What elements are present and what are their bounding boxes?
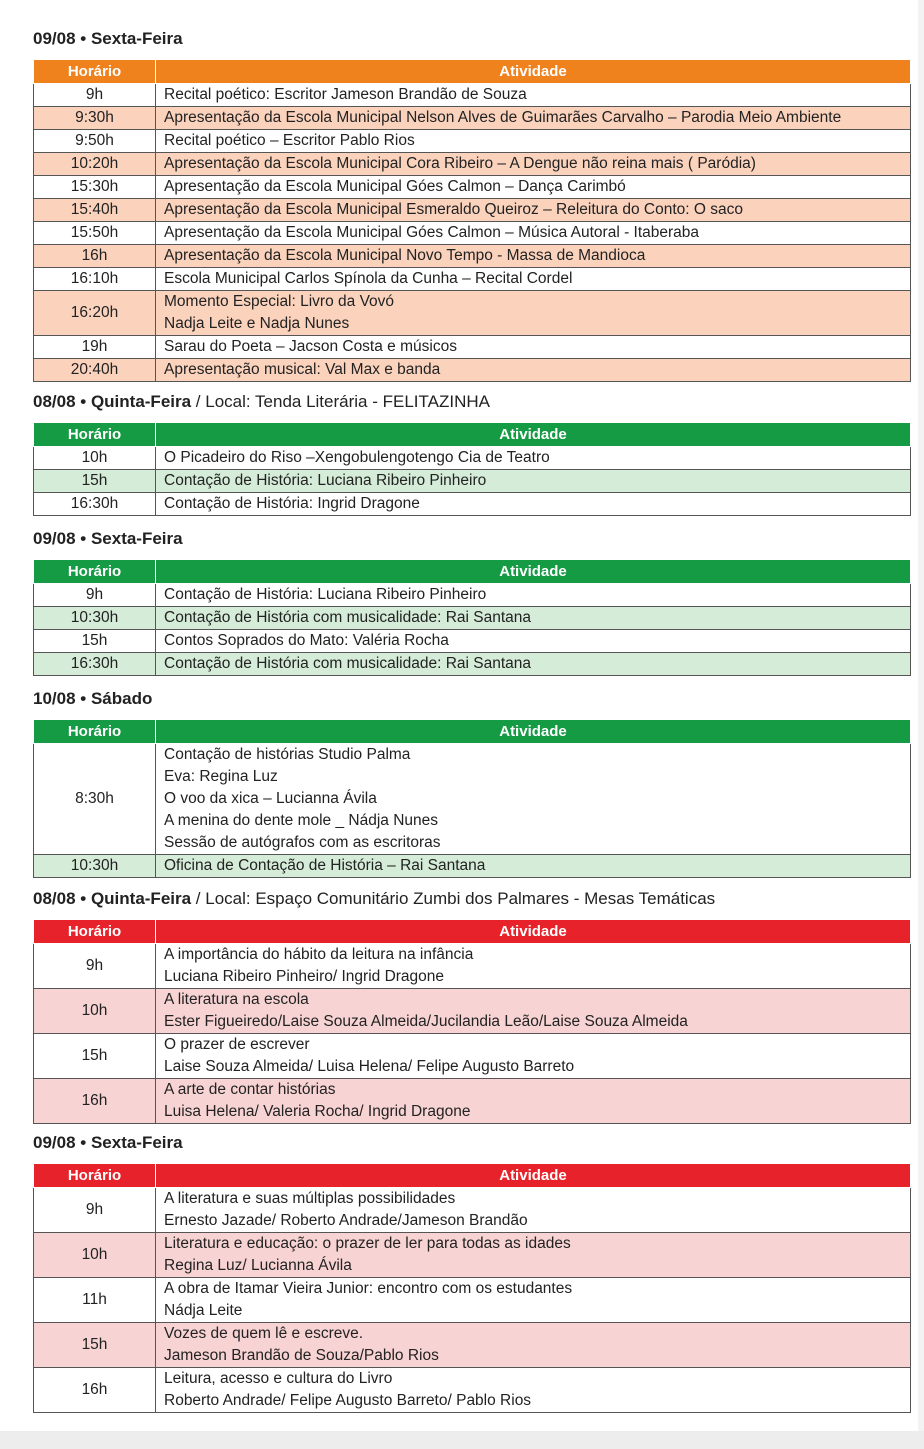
- activity-cell: [156, 153, 911, 176]
- activity-column-header: Atividade: [156, 423, 911, 447]
- table-row: [34, 153, 911, 176]
- time-cell: 15:50h: [34, 222, 156, 245]
- activity-line: Luciana Ribeiro Pinheiro/ Ingrid Dragone: [164, 968, 445, 985]
- table-row: [34, 268, 911, 291]
- activity-line: O voo da xica – Lucianna Ávila: [164, 790, 377, 807]
- activity-column-header: Atividade: [156, 920, 911, 944]
- activity-line: Regina Luz/ Lucianna Ávila: [164, 1257, 352, 1274]
- activity-line: Apresentação da Escola Municipal Góes Calmon – Dança Carimbó: [164, 178, 626, 195]
- schedule-table: [33, 59, 911, 382]
- section-title: [33, 391, 911, 413]
- time-cell: 9h: [34, 944, 156, 989]
- activity-line: A literatura na escola: [164, 991, 309, 1008]
- time-cell: 9h: [34, 84, 156, 107]
- activity-line: A importância do hábito da leitura na infância: [164, 946, 474, 963]
- time-column-header: Horário: [34, 560, 156, 584]
- activity-line: Roberto Andrade/ Felipe Augusto Barreto/ Pablo Rios: [164, 1392, 532, 1409]
- section-location: Tenda Literária - FELITAZINHA: [255, 392, 490, 411]
- table-row: [34, 1233, 911, 1278]
- activity-cell: [156, 989, 911, 1034]
- time-cell: 15h: [34, 630, 156, 653]
- time-cell: 9h: [34, 1188, 156, 1233]
- table-row: [34, 130, 911, 153]
- table-row: [34, 336, 911, 359]
- section-location: Espaço Comunitário Zumbi dos Palmares - Mesas Temáticas: [255, 889, 716, 908]
- table-row: [34, 1034, 911, 1079]
- activity-cell: [156, 268, 911, 291]
- time-cell: 8:30h: [34, 744, 156, 855]
- activity-line: A menina do dente mole _ Nádja Nunes: [164, 812, 439, 829]
- table-row: [34, 944, 911, 989]
- time-cell: 15h: [34, 1323, 156, 1368]
- section-location-label: / Local:: [191, 392, 256, 411]
- time-cell: 20:40h: [34, 359, 156, 382]
- table-row: [34, 470, 911, 493]
- activity-line: Jameson Brandão de Souza/Pablo Rios: [164, 1347, 439, 1364]
- schedule-table: [33, 1163, 911, 1413]
- table-row: [34, 989, 911, 1034]
- activity-line: Oficina de Contação de História – Rai Santana: [164, 857, 486, 874]
- activity-line: Vozes de quem lê e escreve.: [164, 1325, 364, 1342]
- activity-line: Contação de História com musicalidade: Rai Santana: [164, 609, 532, 626]
- activity-cell: [156, 130, 911, 153]
- section-0: [33, 28, 911, 382]
- activity-line: Luisa Helena/ Valeria Rocha/ Ingrid Dragone: [164, 1103, 471, 1120]
- time-cell: 9h: [34, 584, 156, 607]
- activity-line: Literatura e educação: o prazer de ler para todas as idades: [164, 1235, 571, 1252]
- section-2: [33, 528, 911, 676]
- activity-column-header: Atividade: [156, 60, 911, 84]
- activity-cell: [156, 944, 911, 989]
- activity-cell: [156, 336, 911, 359]
- table-row: [34, 653, 911, 676]
- table-header-row: [34, 1164, 911, 1188]
- section-title: [33, 1132, 911, 1154]
- activity-cell: [156, 1188, 911, 1233]
- activity-cell: [156, 584, 911, 607]
- time-cell: 10:30h: [34, 855, 156, 878]
- activity-line: O Picadeiro do Riso –Xengobulengotengo Cia de Teatro: [164, 449, 550, 466]
- section-title: [33, 528, 911, 550]
- time-cell: 10h: [34, 447, 156, 470]
- table-row: [34, 607, 911, 630]
- time-cell: 9:50h: [34, 130, 156, 153]
- schedule-table: [33, 919, 911, 1124]
- activity-cell: [156, 1034, 911, 1079]
- section-3: [33, 688, 911, 878]
- section-5: [33, 1132, 911, 1413]
- section-day: 09/08 • Sexta-Feira: [33, 1133, 183, 1152]
- table-row: [34, 855, 911, 878]
- activity-cell: [156, 199, 911, 222]
- activity-line: Ernesto Jazade/ Roberto Andrade/Jameson Brandão: [164, 1212, 528, 1229]
- time-cell: 10h: [34, 989, 156, 1034]
- activity-line: A literatura e suas múltiplas possibilidades: [164, 1190, 456, 1207]
- activity-cell: [156, 107, 911, 130]
- activity-line: Contação de histórias Studio Palma: [164, 746, 411, 763]
- activity-line: Apresentação musical: Val Max e banda: [164, 361, 441, 378]
- activity-cell: [156, 222, 911, 245]
- activity-line: Contação de História: Ingrid Dragone: [164, 495, 420, 512]
- time-cell: 10:30h: [34, 607, 156, 630]
- section-day: 08/08 • Quinta-Feira: [33, 392, 192, 411]
- table-row: [34, 493, 911, 516]
- activity-column-header: Atividade: [156, 720, 911, 744]
- schedule-table: [33, 422, 911, 516]
- section-day: 10/08 • Sábado: [33, 689, 153, 708]
- activity-line: Apresentação da Escola Municipal Cora Ribeiro – A Dengue não reina mais ( Paródia): [164, 155, 756, 172]
- activity-line: Escola Municipal Carlos Spínola da Cunha – Recital Cordel: [164, 270, 573, 287]
- table-row: [34, 1188, 911, 1233]
- activity-cell: [156, 630, 911, 653]
- table-header-row: [34, 60, 911, 84]
- schedule-table: [33, 559, 911, 676]
- activity-column-header: Atividade: [156, 1164, 911, 1188]
- section-location-label: / Local:: [191, 889, 256, 908]
- time-cell: 11h: [34, 1278, 156, 1323]
- table-row: [34, 447, 911, 470]
- time-column-header: Horário: [34, 920, 156, 944]
- activity-cell: [156, 653, 911, 676]
- section-title: [33, 888, 911, 910]
- time-cell: 16:10h: [34, 268, 156, 291]
- table-row: [34, 1323, 911, 1368]
- table-row: [34, 107, 911, 130]
- time-cell: 9:30h: [34, 107, 156, 130]
- table-row: [34, 199, 911, 222]
- activity-line: Apresentação da Escola Municipal Nelson Alves de Guimarães Carvalho – Parodia Meio Ambiente: [164, 109, 842, 126]
- time-cell: 16h: [34, 245, 156, 268]
- table-row: [34, 584, 911, 607]
- activity-cell: [156, 84, 911, 107]
- section-1: [33, 391, 911, 516]
- activity-line: Apresentação da Escola Municipal Esmeraldo Queiroz – Releitura do Conto: O saco: [164, 201, 743, 218]
- table-row: [34, 744, 911, 855]
- time-column-header: Horário: [34, 60, 156, 84]
- activity-cell: [156, 176, 911, 199]
- activity-cell: [156, 470, 911, 493]
- activity-line: A obra de Itamar Vieira Junior: encontro com os estudantes: [164, 1280, 573, 1297]
- section-day: 09/08 • Sexta-Feira: [33, 529, 183, 548]
- table-row: [34, 291, 911, 336]
- activity-line: Nadja Leite e Nadja Nunes: [164, 315, 350, 332]
- schedule-table: [33, 719, 911, 878]
- activity-line: Recital poético – Escritor Pablo Rios: [164, 132, 415, 149]
- activity-line: Momento Especial: Livro da Vovó: [164, 293, 395, 310]
- activity-line: Nádja Leite: [164, 1302, 243, 1319]
- activity-line: Contação de História: Luciana Ribeiro Pinheiro: [164, 586, 487, 603]
- section-day: 09/08 • Sexta-Feira: [33, 29, 183, 48]
- time-column-header: Horário: [34, 720, 156, 744]
- activity-line: Ester Figueiredo/Laise Souza Almeida/Jucilandia Leão/Laise Souza Almeida: [164, 1013, 688, 1030]
- time-cell: 15:40h: [34, 199, 156, 222]
- time-cell: 15h: [34, 470, 156, 493]
- page-edge: [918, 0, 924, 1449]
- table-row: [34, 1278, 911, 1323]
- activity-cell: [156, 607, 911, 630]
- activity-line: Apresentação da Escola Municipal Novo Tempo - Massa de Mandioca: [164, 247, 646, 264]
- activity-cell: [156, 447, 911, 470]
- activity-line: Sessão de autógrafos com as escritoras: [164, 834, 441, 851]
- activity-cell: [156, 1323, 911, 1368]
- activity-line: Eva: Regina Luz: [164, 768, 278, 785]
- time-cell: 10h: [34, 1233, 156, 1278]
- activity-cell: [156, 1233, 911, 1278]
- time-cell: 19h: [34, 336, 156, 359]
- time-column-header: Horário: [34, 1164, 156, 1188]
- table-row: [34, 245, 911, 268]
- activity-line: Contação de História: Luciana Ribeiro Pinheiro: [164, 472, 487, 489]
- activity-cell: [156, 744, 911, 855]
- activity-line: Recital poético: Escritor Jameson Brandão de Souza: [164, 86, 527, 103]
- activity-cell: [156, 1278, 911, 1323]
- time-cell: 16h: [34, 1079, 156, 1124]
- activity-line: O prazer de escrever: [164, 1036, 310, 1053]
- activity-cell: [156, 291, 911, 336]
- activity-cell: [156, 855, 911, 878]
- time-cell: 15:30h: [34, 176, 156, 199]
- table-header-row: [34, 560, 911, 584]
- page-bottom-edge: [0, 1431, 924, 1449]
- time-cell: 16h: [34, 1368, 156, 1413]
- activity-line: Sarau do Poeta – Jacson Costa e músicos: [164, 338, 457, 355]
- table-row: [34, 1079, 911, 1124]
- table-row: [34, 222, 911, 245]
- time-cell: 16:30h: [34, 493, 156, 516]
- activity-line: Contação de História com musicalidade: Rai Santana: [164, 655, 532, 672]
- table-row: [34, 1368, 911, 1413]
- table-row: [34, 176, 911, 199]
- section-title: [33, 688, 911, 710]
- time-cell: 10:20h: [34, 153, 156, 176]
- activity-line: Laise Souza Almeida/ Luisa Helena/ Felipe Augusto Barreto: [164, 1058, 575, 1075]
- table-header-row: [34, 423, 911, 447]
- time-cell: 15h: [34, 1034, 156, 1079]
- time-cell: 16:30h: [34, 653, 156, 676]
- table-row: [34, 630, 911, 653]
- activity-line: Contos Soprados do Mato: Valéria Rocha: [164, 632, 449, 649]
- activity-cell: [156, 359, 911, 382]
- section-title: [33, 28, 911, 50]
- activity-line: Apresentação da Escola Municipal Góes Calmon – Música Autoral - Itaberaba: [164, 224, 700, 241]
- activity-line: A arte de contar histórias: [164, 1081, 336, 1098]
- activity-line: Leitura, acesso e cultura do Livro: [164, 1370, 393, 1387]
- section-4: [33, 888, 911, 1124]
- table-row: [34, 359, 911, 382]
- activity-cell: [156, 1368, 911, 1413]
- activity-column-header: Atividade: [156, 560, 911, 584]
- section-day: 08/08 • Quinta-Feira: [33, 889, 192, 908]
- activity-cell: [156, 1079, 911, 1124]
- table-header-row: [34, 920, 911, 944]
- activity-cell: [156, 245, 911, 268]
- time-column-header: Horário: [34, 423, 156, 447]
- activity-cell: [156, 493, 911, 516]
- table-header-row: [34, 720, 911, 744]
- time-cell: 16:20h: [34, 291, 156, 336]
- table-row: [34, 84, 911, 107]
